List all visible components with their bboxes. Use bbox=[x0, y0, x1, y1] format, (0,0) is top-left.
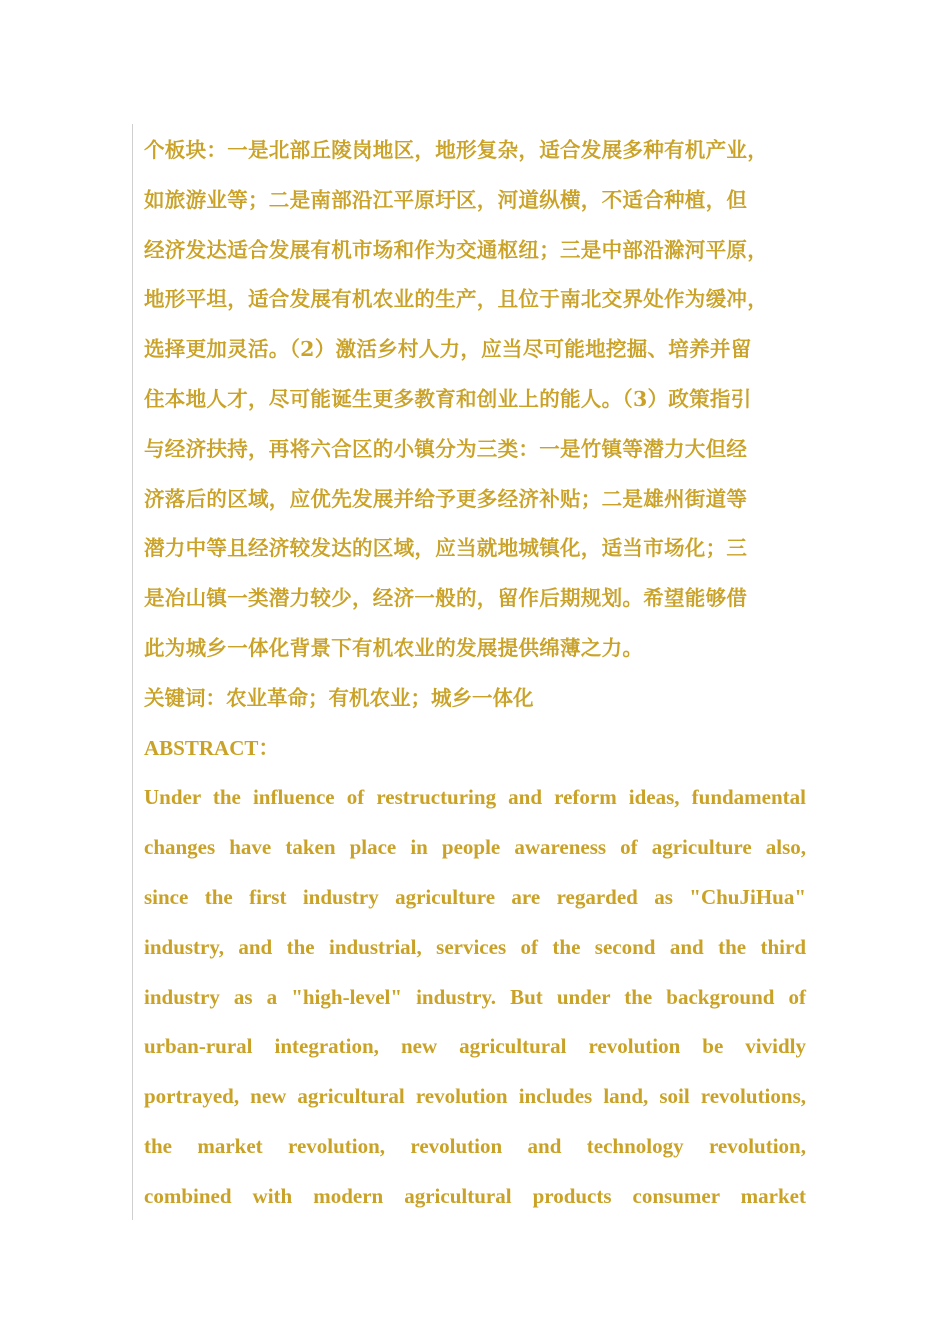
paragraph-line: the market revolution, revolution and technology revolution, bbox=[144, 1133, 806, 1158]
paragraph-line: 是冶山镇一类潜力较少，经济一般的，留作后期规划。希望能够借 bbox=[144, 586, 748, 611]
margin-rule bbox=[132, 124, 133, 1220]
paragraph-line: industry as a "high-level" industry. But under the background of bbox=[144, 984, 806, 1009]
paragraph-line: industry, and the industrial, services of the second and the third bbox=[144, 934, 806, 959]
paragraph-line: 个板块：一是北部丘陵岗地区，地形复杂，适合发展多种有机产业， bbox=[144, 138, 768, 162]
paragraph-line: 地形平坦，适合发展有机农业的生产，且位于南北交界处作为缓冲， bbox=[144, 287, 768, 312]
paragraph-line: 潜力中等且经济较发达的区域，应当就地城镇化，适当市场化；三 bbox=[144, 536, 748, 561]
paragraph-line: 与经济扶持，再将六合区的小镇分为三类：一是竹镇等潜力大但经 bbox=[144, 436, 748, 461]
paragraph-line: changes have taken place in people awareness of agriculture also, bbox=[144, 835, 806, 860]
paragraph-line: Under the influence of restructuring and reform ideas, fundamental bbox=[144, 785, 806, 810]
paragraph-line: 如旅游业等；二是南部沿江平原圩区，河道纵横，不适合种植，但 bbox=[144, 187, 748, 212]
paragraph-line: 此为城乡一体化背景下有机农业的发展提供绵薄之力。 bbox=[144, 635, 644, 660]
paragraph-line: 住本地人才，尽可能诞生更多教育和创业上的能人。（3）政策指引 bbox=[144, 386, 752, 411]
paragraph-line: 选择更加灵活。（2）激活乡村人力，应当尽可能地挖掘、培养并留 bbox=[144, 337, 752, 362]
paragraph-line: since the first industry agriculture are regarded as "ChuJiHua" bbox=[144, 884, 806, 909]
document-body bbox=[144, 126, 806, 1222]
paragraph-line: portrayed, new agricultural revolution includes land, soil revolutions, bbox=[144, 1084, 806, 1109]
paragraph-line: urban-rural integration, new agricultural revolution be vividly bbox=[144, 1034, 806, 1059]
paragraph-line: 济落后的区域，应优先发展并给予更多经济补贴；二是雄州街道等 bbox=[144, 486, 748, 511]
keywords-line: 关键词：农业革命；有机农业；城乡一体化 bbox=[144, 685, 534, 710]
paragraph-line: combined with modern agricultural products consumer market bbox=[144, 1183, 806, 1208]
abstract-heading: ABSTRACT： bbox=[144, 735, 280, 760]
english-abstract bbox=[144, 724, 806, 1222]
chinese-abstract bbox=[144, 126, 806, 724]
paragraph-line: 经济发达适合发展有机市场和作为交通枢纽；三是中部沿滁河平原， bbox=[144, 237, 768, 262]
